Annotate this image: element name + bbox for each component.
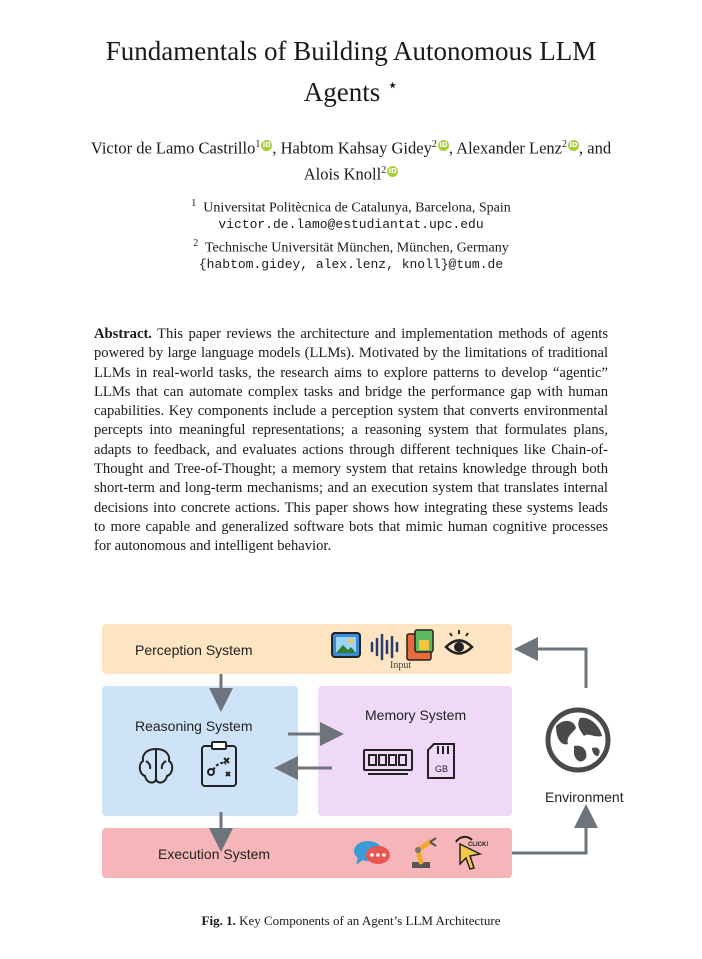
sd-card-label: GB [435, 764, 449, 774]
author-4-affil: 2 [381, 164, 387, 176]
affiliation-2-name: Technische Universität München, München, Germany [204, 240, 509, 256]
orcid-icon[interactable]: iD [388, 166, 397, 175]
author-list: Victor de Lamo Castrillo$^1$ iD, Habtom Kahsay Gidey$^2$ iD, Alexander Lenz$^2$ iD, and Alois Knoll$^2$ iD [90, 138, 612, 183]
globe-icon [548, 710, 608, 770]
title-footnote-mark: ⋆ [386, 75, 399, 95]
affiliation-2-number: 2 [193, 238, 199, 249]
figure-caption [0, 913, 702, 929]
execution-label: Execution System [158, 846, 271, 862]
affiliation-1-name: Universitat Politècnica de Catalunya, Barcelona, Spain [203, 200, 511, 216]
author-2-affil: 2 [431, 139, 437, 150]
reasoning-label: Reasoning System [135, 718, 253, 734]
author-2: Habtom Kahsay Gidey [280, 138, 432, 158]
memory-label: Memory System [365, 707, 467, 723]
environment-label: Environment [545, 789, 624, 805]
ram-icon [364, 750, 412, 774]
title-line-1: Fundamentals of Building Autonomous LLM [105, 36, 597, 66]
author-1: Victor de Lamo Castrillo [90, 138, 256, 158]
perception-label: Perception System [135, 642, 253, 658]
click-label: CLICK! [468, 842, 489, 848]
title-line-2: Agents ⋆ [303, 75, 399, 107]
document-icon [407, 630, 433, 660]
sd-card-icon [428, 744, 454, 778]
arrow-execution-to-environment [512, 816, 586, 853]
input-label: Input [390, 660, 412, 671]
author-1-affil: 1 [255, 139, 261, 150]
strategy-board-icon [202, 742, 236, 786]
affiliation-2-email[interactable]: {habtom.gidey, alex.lenz, knoll}@tum.de [198, 257, 504, 272]
caption-text: Key Components of an Agent’s LLM Architecture [239, 913, 501, 928]
chat-bubbles-icon [354, 841, 390, 865]
orcid-icon[interactable]: iD [439, 141, 448, 149]
author-conjunction: , and [579, 138, 612, 158]
robot-arm-icon [412, 838, 436, 868]
abstract-text: This paper reviews the architecture and implementation methods of agents powered by large language models (LLMs). Motivated by the limitations of traditional LLMs in real-world tasks, the research aims to explore patterns to develop “agentic” LLMs that can automate complex tasks and bridge the performance gap with human capabilities. Key components include a perception system that converts environmental percepts into meaningful representations; a reasoning system that formulates plans, adapts to feedback, and evaluates actions through different techniques like Chain-of-Thought and Tree-of-Thought; a memory system that retains knowledge through both short-term and long-term mechanisms; and an execution system that translates internal decisions into concrete actions. This paper shows how integrating these systems leads to more capable and generalized software bots that mimic human cognitive processes for autonomous and intelligent behavior. [94, 326, 608, 555]
brain-icon [140, 749, 172, 783]
eye-icon [446, 630, 472, 654]
audio-wave-icon [372, 635, 397, 659]
click-cursor-icon [456, 837, 488, 869]
caption-label: Fig. 1. [201, 913, 236, 928]
author-4: Alois Knoll [303, 164, 382, 183]
affiliation-1-number: 1 [191, 198, 197, 209]
abstract-label: Abstract. [94, 326, 152, 342]
arrow-environment-to-perception [526, 649, 586, 688]
image-icon [332, 633, 360, 657]
author-3: Alexander Lenz [456, 138, 562, 158]
author-3-affil: 2 [562, 139, 567, 150]
orcid-icon[interactable]: iD [569, 141, 578, 149]
affiliation-1-email[interactable]: victor.de.lamo@estudiantat.upc.edu [218, 217, 484, 232]
orcid-icon[interactable]: iD [262, 141, 271, 149]
